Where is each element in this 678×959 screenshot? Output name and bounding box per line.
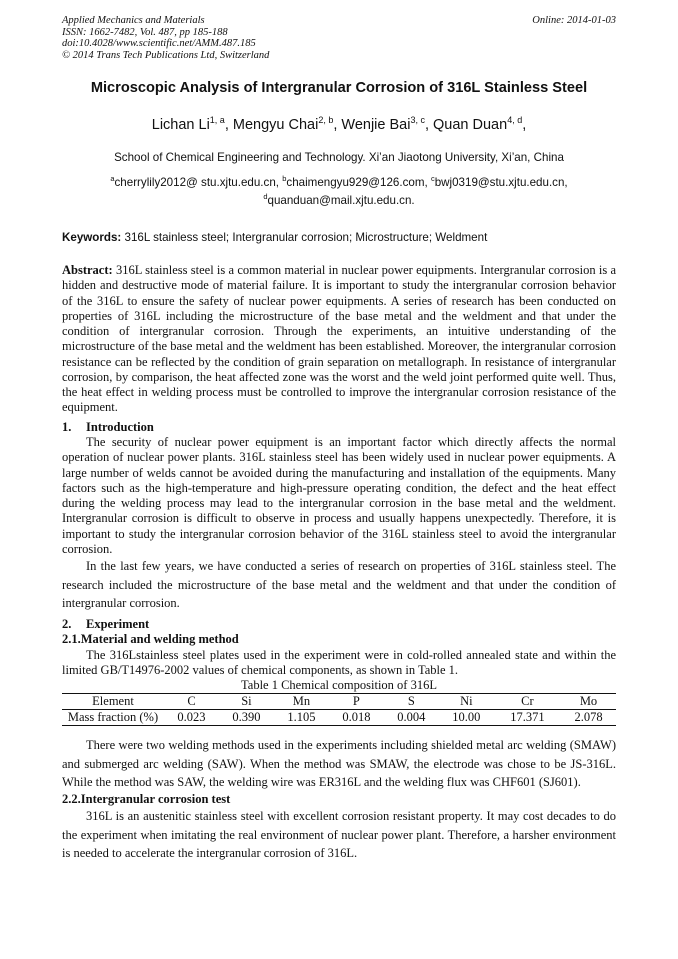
subsection-heading: 2.1.Material and welding method [62, 632, 239, 646]
table-header-cell: Ni [439, 694, 494, 710]
author-sup: 2, b [318, 115, 334, 125]
section-heading: 2. Experiment [62, 616, 150, 631]
journal-header [62, 15, 422, 61]
table-cell: 0.004 [384, 710, 439, 726]
affiliation: School of Chemical Engineering and Technology. Xi’an Jiaotong University, Xi’an, China [114, 151, 564, 164]
experiment-paragraph: There were two welding methods used in the experiments including shielded metal arc welding (SMAW) and submerged arc welding (SAW). When the method was SMAW, the electrode was chose to be JS-316L. While the method was SAW, the welding wire was ER316L and the welding flux was CHF601 (SJ601). [62, 738, 616, 789]
table-header-cell: Mo [561, 694, 616, 710]
table-cell: 0.023 [164, 710, 219, 726]
email-b[interactable]: chaimengyu929@126.com, [286, 176, 431, 189]
author-name: Mengyu Chai [232, 117, 319, 133]
author-name: Wenjie Bai [341, 117, 411, 133]
table-header-cell: Mn [274, 694, 329, 710]
table-header-cell: Si [219, 694, 274, 710]
author-list: Lichan Li$^{1, a}$, Mengyu Chai$^{2, b}$, Wenjie Bai$^{3, c}$, Quan Duan$^{4, d}$, [151, 115, 527, 133]
table-header-cell: Element [62, 694, 164, 710]
table-header-cell: C [164, 694, 219, 710]
keywords-label: Keywords: [62, 231, 122, 244]
table-caption: Table 1 Chemical composition of 316L [241, 678, 437, 692]
journal-name: Applied Mechanics and Materials [62, 15, 205, 26]
email-list: $^a$cherrylily2012@ stu.xjtu.edu.cn, $^b$chaimengyu929@126.com, $^c$bwj0319@stu.xjtu.edu.cn, $^d$quanduan@mail.xjtu.edu.cn. [110, 174, 568, 207]
paper-title: Microscopic Analysis of Intergranular Corrosion of 316L Stainless Steel [90, 80, 588, 96]
table-header-cell: Cr [494, 694, 561, 710]
online-date: Online: 2014-01-03 [532, 15, 616, 26]
table-cell: 10.00 [439, 710, 494, 726]
intro-paragraph: The security of nuclear power equipment is an important factor which directly affects the normal operation of nuclear power plants. 316L stainless steel has been widely used in nuclear power equipments. A large number of welds cannot be avoided during the manufacturing and installation of the equipments. Many factors such as the high-temperature and high-pressure operating condition, the defect and the heat effect during the welding process may lead to the intergranular corrosion in the base metal and the weldment. Intergranular corrosion is difficult to observe in process and usually happens unexpectedly. Therefore, it is important to study the intergranular corrosion behavior of the 316L stainless steel to avoid the intergranular corrosion. [62, 435, 616, 556]
table-cell: 0.390 [219, 710, 274, 726]
table-cell: Mass fraction (%) [62, 710, 164, 726]
issn-line: ISSN: 1662-7482, Vol. 487, pp 185-188 [62, 26, 228, 38]
table-cell: 17.371 [494, 710, 561, 726]
author-name: Lichan Li [151, 117, 210, 133]
table-header-cell: S [384, 694, 439, 710]
abstract [62, 263, 616, 416]
experiment-paragraph: 316L is an austenitic stainless steel with excellent corrosion resistant property. It may cost decades to do the experiment when imitating the real environment of nuclear power plant. Therefore, a harsher environment is needed to accelerate the intergranular corrosion of 316L. [62, 809, 616, 860]
author-sup: 3, c [410, 115, 425, 125]
email-c[interactable]: bwj0319@stu.xjtu.edu.cn, [434, 176, 568, 189]
chemical-composition-table [62, 678, 616, 726]
table-cell: 0.018 [329, 710, 384, 726]
intro-paragraph: In the last few years, we have conducted a series of research on properties of 316L stainless steel. The research included the microstructure of the base metal and the weldment and that under the condition of intergranular corrosion. [62, 559, 616, 610]
abstract-text: 316L stainless steel is a common material in nuclear power equipments. Intergranular corrosion is a hidden and destructive mode of material failure. It is important to study the intergranular corrosion behavior of the 316L to ensure the safety of nuclear power equipments. A series of research has been conducted on properties of 316L including the microstructure of the base metal and the weldment and that under the condition of intergranular corrosion. Through the experiments, an intuitive understanding of the microstructure of the base metal and the weldment has been established. Moreover, the intergranular corrosion resistance can be reflected by the condition of grain separation on metallograph. In resistance of intergranular corrosion, by comparison, the heat affected zone was the worst and the weld joint performed quite well. Thus, the heat effect in welding process must be controlled to improve the intergranular corrosion resistance of the equipment. [62, 263, 616, 415]
section-heading: 1. Introduction [62, 419, 154, 434]
table-header-cell: P [329, 694, 384, 710]
doi-line: doi:10.4028/www.scientific.net/AMM.487.185 [62, 38, 256, 50]
subsection-heading: 2.2.Intergranular corrosion test [62, 791, 231, 806]
table-row [62, 710, 616, 726]
table-header-row [62, 694, 616, 710]
table-cell: 1.105 [274, 710, 329, 726]
author-sup: 4, d [507, 115, 523, 125]
author-name: Quan Duan [433, 117, 508, 133]
email-d[interactable]: quanduan@mail.xjtu.edu.cn. [267, 194, 415, 207]
abstract-label: Abstract: [62, 263, 113, 277]
experiment-paragraph: The 316Lstainless steel plates used in the experiment were in cold-rolled annealed state and within the limited GB/T14976-2002 values of chemical components, as shown in Table 1. [62, 647, 616, 677]
copyright-line: © 2014 Trans Tech Publications Ltd, Switzerland [62, 49, 270, 61]
paper-body [62, 263, 616, 863]
keywords [62, 231, 616, 245]
email-a[interactable]: cherrylily2012@ stu.xjtu.edu.cn, [114, 176, 283, 189]
keywords-text: 316L stainless steel; Intergranular corrosion; Microstructure; Weldment [121, 231, 488, 244]
table-cell: 2.078 [561, 710, 616, 726]
author-sup: 1, a [209, 115, 225, 125]
